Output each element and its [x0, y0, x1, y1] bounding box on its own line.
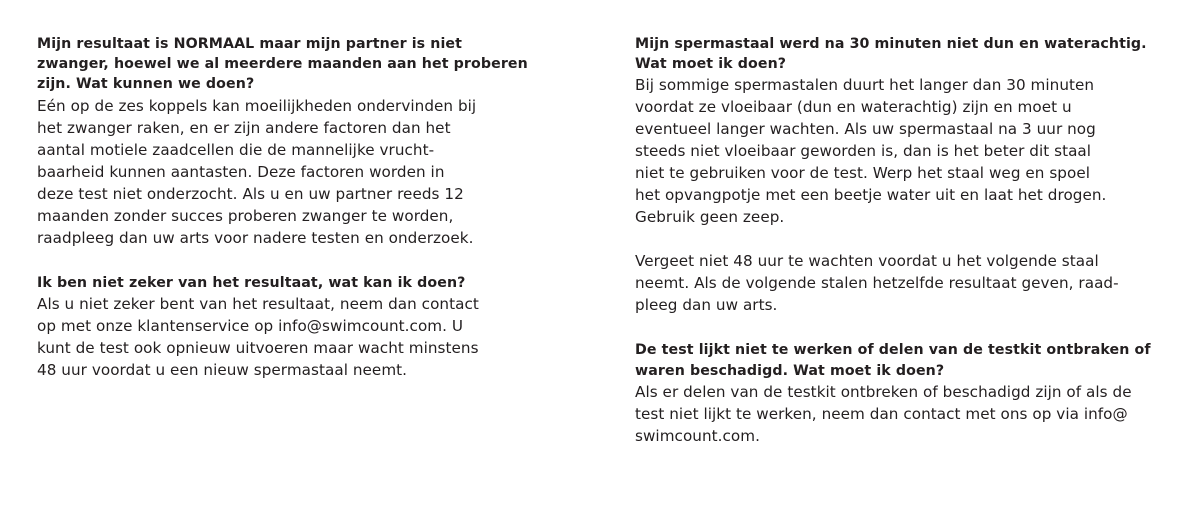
right-column	[635, 34, 1165, 471]
faq-answer: Bij sommige spermastalen duurt het langer dan 30 minuten voordat ze vloeibaar (dun en waterachtig) zijn en moet u eventueel langer wachten. Als uw spermastaal na 3 uur nog steeds niet vloeibaar geworden is, dan is het beter dit staal niet te gebruiken voor de test. Werp het staal weg en spoel het opvangpotje met een beetje water uit en laat het drogen. Gebruik geen zeep.	[635, 76, 1107, 227]
faq-section-normal-result	[37, 34, 597, 249]
faq-question: Ik ben niet zeker van het resultaat, wat kan ik doen?	[37, 274, 466, 291]
faq-section-test-not-working	[635, 340, 1165, 446]
faq-answer-followup: Vergeet niet 48 uur te wachten voordat u het volgende staal neemt. Als de volgende stalen hetzelfde resultaat geven, raad- pleeg dan uw arts.	[635, 252, 1119, 315]
faq-answer: Als er delen van de testkit ontbreken of beschadigd zijn of als de test niet lijkt te werken, neem dan contact met ons op via info@ swimcount.com.	[635, 382, 1132, 445]
faq-section-unsure-result	[37, 273, 597, 381]
faq-answer: Als u niet zeker bent van het resultaat, neem dan contact op met onze klantenservice op info@swimcount.com. U kunt de test ook opnieuw uitvoeren maar wacht minstens 48 uur voordat u een nieuw spermastaal neemt.	[37, 294, 479, 379]
faq-question: Mijn spermastaal werd na 30 minuten niet dun en waterachtig. Wat moet ik doen?	[635, 36, 1147, 73]
left-column	[37, 34, 597, 405]
faq-question: De test lijkt niet te werken of delen van de testkit ontbraken of waren beschadigd. Wat moet ik doen?	[635, 342, 1151, 379]
faq-section-sample-not-liquid	[635, 34, 1165, 316]
faq-answer: Eén op de zes koppels kan moeilijkheden ondervinden bij het zwanger raken, en er zijn andere factoren dan het aantal motiele zaadcellen die de mannelijke vrucht- baarheid kunnen aantasten. Deze factoren worden in deze test niet onderzocht. Als u en uw partner reeds 12 maanden zonder succes proberen zwanger te worden, raadpleeg dan uw arts voor nadere testen en onderzoek.	[37, 96, 477, 247]
faq-question: Mijn resultaat is NORMAAL maar mijn partner is niet zwanger, hoewel we al meerdere maanden aan het proberen zijn. Wat kunnen we doen?	[37, 36, 528, 93]
